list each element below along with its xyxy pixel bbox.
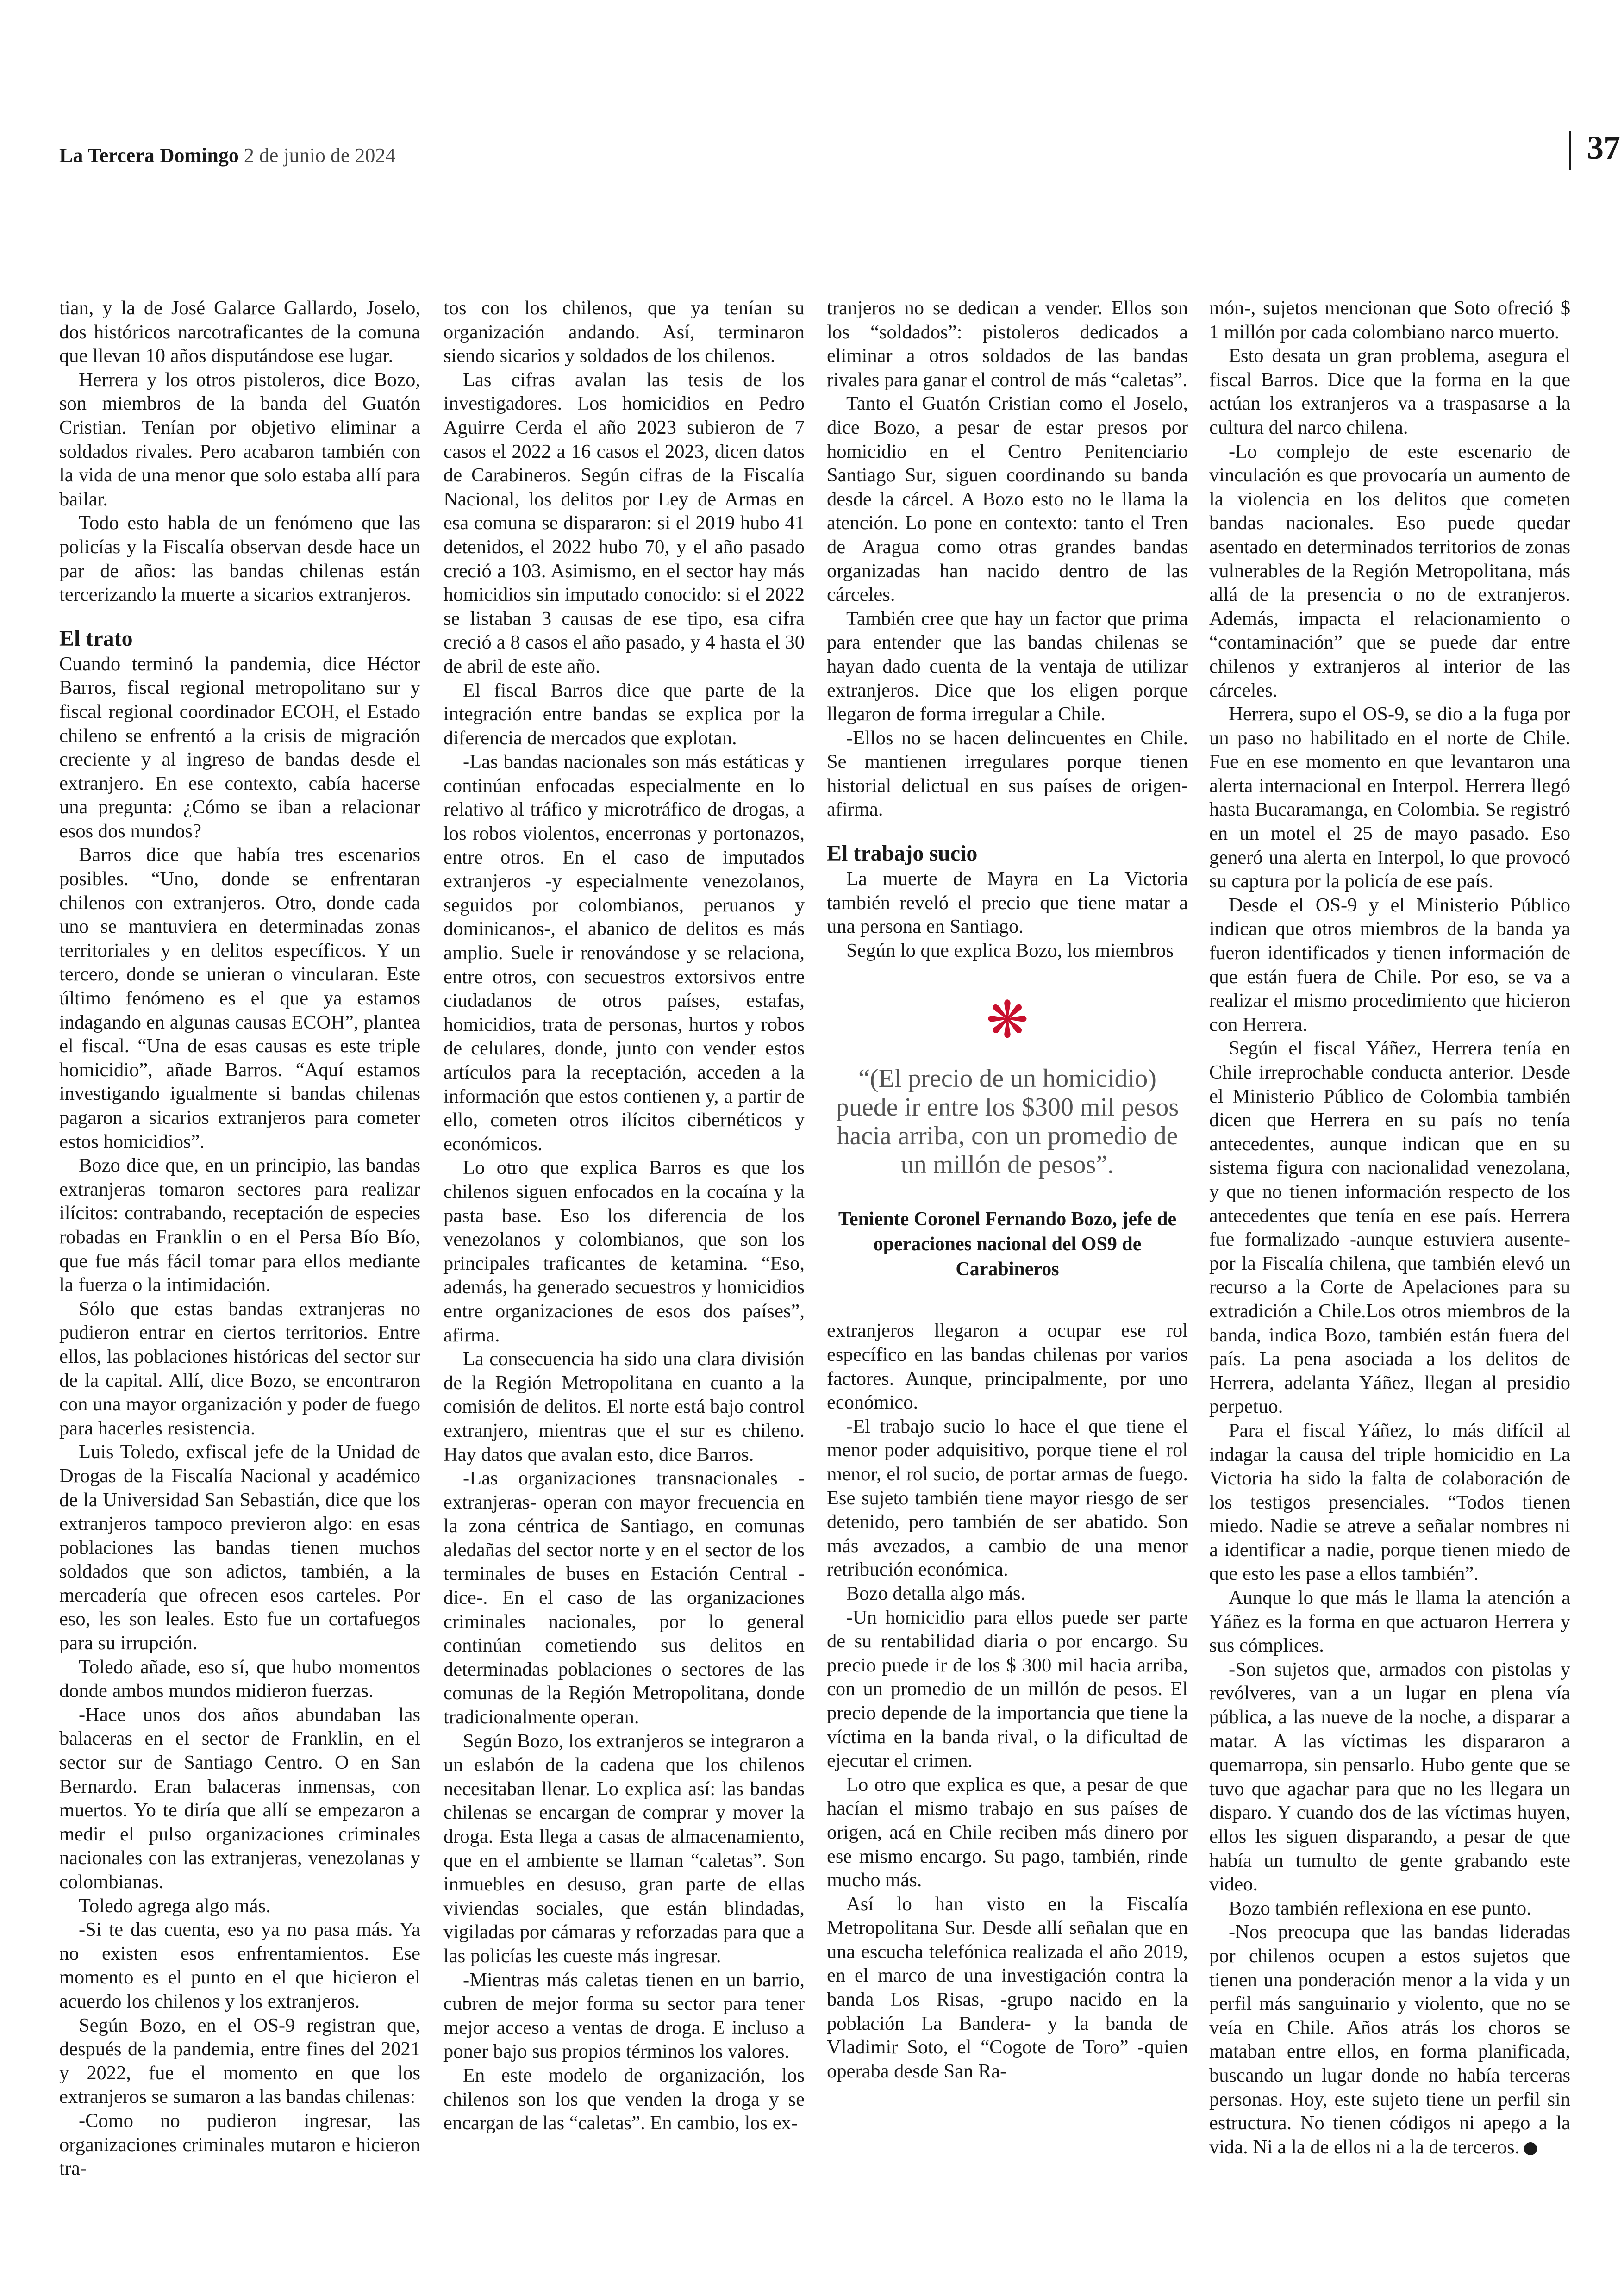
- paragraph-text: -Un homicidio para ellos puede ser parte de su rentabilidad diaria o por encargo. Su precio puede ir de los $ 300 mil hacia arriba, con un promedio de un millón de pesos. El precio depende de la importancia que tiene la víctima en la banda rival, o la dificultad de ejecutar el crimen.: [827, 1606, 1188, 1772]
- paragraph-text: La muerte de Mayra en La Victoria también reveló el precio que tiene matar a una persona en Santiago.: [827, 868, 1188, 938]
- paragraph-text: Cuando terminó la pandemia, dice Héctor Barros, fiscal regional metropolitano sur y fiscal regional coordinador ECOH, el Estado chileno se enfrentó a la crisis de migración creciente y al ingreso de bandas desde el extranjero. En ese contexto, cabía hacerse una pregunta: ¿Cómo se iban a relacionar esos dos mundos?: [59, 653, 420, 842]
- paragraph-text: Según Bozo, los extranjeros se integraron a un eslabón de la cadena que los chilenos necesitaban llenar. Lo explica así: las bandas chilenas se encargan de comprar y mover la droga. Esta llega a casas de almacenamiento, que en el ambiente se llaman “caletas”. Son inmuebles en desuso, gran parte de ellas viviendas sociales, que están blindadas, vigiladas por cámaras y reforzadas para que a las policías les cueste más ingresar.: [443, 1730, 805, 1967]
- article-paragraph: [1209, 893, 1570, 1037]
- paragraph-text: Herrera y los otros pistoleros, dice Bozo, son miembros de la banda del Guatón Cristian. Tenían por objetivo eliminar a soldados rivales. Pero acabaron también con la vida de una menor que solo estaba allí para bailar.: [59, 368, 420, 510]
- article-column-1: [59, 296, 420, 2181]
- article-column-4: [1209, 296, 1570, 2159]
- article-paragraph: [827, 607, 1188, 726]
- article-paragraph: [1209, 702, 1570, 893]
- article-paragraph: [443, 2064, 805, 2135]
- paragraph-text: Lo otro que explica es que, a pesar de que hacían el mismo trabajo en sus países de origen, acá en Chile reciben más dinero por ese mismo encargo. Su pago, también, rinde mucho más.: [827, 1773, 1188, 1891]
- article-paragraph: [443, 368, 805, 679]
- paragraph-text: tos con los chilenos, que ya tenían su organización andando. Así, terminaron siendo sicarios y soldados de los chilenos.: [443, 297, 805, 367]
- pull-quote-attribution: Teniente Coronel Fernando Bozo, jefe de operaciones nacional del OS9 de Carabineros: [838, 1209, 1177, 1280]
- paragraph-text: También cree que hay un factor que prima para entender que las bandas chilenas se hayan dado cuenta de la ventaja de utilizar extranjeros. Dice que los eligen porque llegaron de forma irregular a Chile.: [827, 607, 1188, 725]
- publication-name: La Tercera Domingo: [59, 144, 239, 167]
- section-heading: El trabajo sucio: [827, 841, 978, 866]
- article-paragraph: [827, 1773, 1188, 1892]
- article-paragraph: [59, 1894, 420, 1918]
- article-paragraph: [443, 1156, 805, 1347]
- article-paragraph: [59, 652, 420, 843]
- paragraph-text: Todo esto habla de un fenómeno que las policías y la Fiscalía observan desde hace un par de años: las bandas chilenas están tercerizando la muerte a sicarios extranjeros.: [59, 512, 420, 606]
- article-paragraph: [1209, 1896, 1570, 1921]
- paragraph-text: La consecuencia ha sido una clara división de la Región Metropolitana en cuanto a la comisión de delitos. El norte está bajo control extranjero, mientras que el sur es chileno. Hay datos que avalan esto, dice Barros.: [443, 1348, 805, 1466]
- paragraph-text: Toledo agrega algo más.: [79, 1895, 271, 1917]
- paragraph-text: Según Bozo, en el OS-9 registran que, después de la pandemia, entre fines del 2021 y 2022, fue el momento en que los extranjeros se sumaron a las bandas chilenas:: [59, 2014, 420, 2108]
- pull-quote-text: “(El precio de un homicidio) puede ir entre los $300 mil pesos hacia arriba, con un promedio de un millón de pesos”.: [836, 1064, 1179, 1179]
- article-paragraph: [827, 726, 1188, 822]
- paragraph-text: -Si te das cuenta, eso ya no pasa más. Ya no existen esos enfrentamientos. Ese momento es el punto en el que hicieron el acuerdo los chilenos y los extranjeros.: [59, 1919, 420, 2012]
- paragraph-text: Toledo añade, eso sí, que hubo momentos donde ambos mundos midieron fuerzas.: [59, 1656, 420, 1702]
- article-paragraph: [443, 1347, 805, 1466]
- article-paragraph: [827, 1415, 1188, 1582]
- paragraph-text: Barros dice que había tres escenarios posibles. “Uno, donde se enfrentaran chilenos con extranjeros. Otro, donde cada uno se mantuviera en determinadas zonas territoriales y en delitos específicos. Y un tercero, donde se unieran o vincularan. Este último fenómeno es el que ya estamos indagando en algunas causas ECOH”, plantea el fiscal. “Una de esas causas es este triple homicidio”, añade Barros. “Aquí estamos investigando igualmente si bandas chilenas pagaron a sicarios extranjeros para cometer estos homicidios”.: [59, 844, 420, 1153]
- article-paragraph: [1209, 296, 1570, 344]
- article-paragraph: [59, 368, 420, 511]
- article-paragraph: [59, 296, 420, 368]
- paragraph-text: Bozo también reflexiona en ese punto.: [1229, 1897, 1531, 1919]
- paragraph-text: Luis Toledo, exfiscal jefe de la Unidad de Drogas de la Fiscalía Nacional y académico de la Universidad San Sebastián, dice que los extranjeros tampoco previeron algo: en esas poblaciones las bandas tienen muchos soldados que son adictos, también, a la mercadería que ofrecen esos carteles. Por eso, les son leales. Esto fue un cortafuegos para su irrupción.: [59, 1441, 420, 1654]
- paragraph-text: -Ellos no se hacen delincuentes en Chile. Se mantienen irregulares porque tienen historial delictual en sus países de origen- afirma.: [827, 727, 1188, 821]
- article-paragraph: [1209, 344, 1570, 439]
- paragraph-text: -Mientras más caletas tienen en un barrio, cubren de mejor forma su sector para tener mejor acceso a ventas de droga. E incluso a poner bajo sus propios términos los valores.: [443, 1969, 805, 2063]
- paragraph-text: Aunque lo que más le llama la atención a Yáñez es la forma en que actuaron Herrera y sus cómplices.: [1209, 1587, 1570, 1657]
- section-heading: El trato: [59, 626, 133, 651]
- paragraph-text: Para el fiscal Yáñez, lo más difícil al indagar la causa del triple homicidio en La Victoria ha sido la falta de colaboración de los testigos presenciales. “Todos tienen miedo. Nadie se atreve a señalar nombres ni a identificar a nadie, porque tienen miedo de que esto les pase a ellos también”.: [1209, 1419, 1570, 1585]
- paragraph-text: Sólo que estas bandas extranjeras no pudieron entrar en ciertos territorios. Entre ellos, las poblaciones históricas del sector sur de la capital. Allí, dice Bozo, se encontraron con una mayor organización y poder de fuego para hacerles resistencia.: [59, 1297, 420, 1439]
- article-paragraph: [827, 1606, 1188, 1773]
- paragraph-text: -El trabajo sucio lo hace el que tiene el menor poder adquisitivo, porque tiene el rol menor, el rol sucio, de portar armas de fuego. Ese sujeto también tiene mayor riesgo de ser detenido, pero también de ser abatido. Son más avezados, a cambio de una menor retribución económica.: [827, 1415, 1188, 1581]
- paragraph-text: món-, sujetos mencionan que Soto ofreció $ 1 millón por cada colombiano narco muerto.: [1209, 297, 1570, 343]
- article-paragraph: [59, 1918, 420, 2013]
- article-paragraph: [443, 1466, 805, 1729]
- article-paragraph: [443, 679, 805, 750]
- paragraph-text: Tanto el Guatón Cristian como el Joselo, dice Bozo, a pesar de estar presos por homicidio en el Centro Penitenciario Santiago Sur, siguen coordinando su banda desde la cárcel. A Bozo esto no le llama la atención. Lo pone en contexto: tanto el Tren de Aragua como otras grandes bandas organizadas han nacido dentro de las cárceles.: [827, 393, 1188, 606]
- paragraph-text: extranjeros llegaron a ocupar ese rol específico en las bandas chilenas por varios factores. Aunque, principalmente, por uno económico.: [827, 1320, 1188, 1414]
- article-paragraph: [443, 750, 805, 1156]
- article-paragraph: [59, 1440, 420, 1655]
- paragraph-text: -Las bandas nacionales son más estáticas y continúan enfocadas especialmente en lo relativo al tráfico y microtráfico de drogas, a los robos violentos, encerronas y portonazos, entre otros. En el caso de imputados extranjeros -y especialmente venezolanos, seguidos por colombianos, peruanos y dominicanos-, el abanico de delitos es más amplio. Suele ir renovándose y se relaciona, entre otros, con secuestros extorsivos entre ciudadanos de otros países, estafas, homicidios, trata de personas, hurtos y robos de celulares, donde, junto con vender estos artículos para la receptación, acceden a la información que estos contienen y, a partir de ello, cometen otros ilícitos cibernéticos y económicos.: [443, 751, 805, 1155]
- article-paragraph: [1209, 1920, 1570, 2159]
- paragraph-text: Según lo que explica Bozo, los miembros: [846, 939, 1174, 961]
- article-paragraph: [1209, 1036, 1570, 1419]
- article-paragraph: [827, 1892, 1188, 2083]
- paragraph-text: -Como no pudieron ingresar, las organizaciones criminales mutaron e hicieron tra-: [59, 2109, 420, 2180]
- paragraph-text: Esto desata un gran problema, asegura el fiscal Barros. Dice que la forma en la que actúan los extranjeros va a traspasarse a la cultura del narco chilena.: [1209, 345, 1570, 438]
- publication-line: [59, 143, 395, 167]
- paragraph-text: tranjeros no se dedican a vender. Ellos son los “soldados”: pistoleros dedicados a eliminar a otros soldados de las bandas rivales para ganar el control de más “caletas”.: [827, 297, 1188, 391]
- paragraph-text: tian, y la de José Galarce Gallardo, Joselo, dos históricos narcotraficantes de la comuna que llevan 10 años disputándose ese lugar.: [59, 297, 420, 367]
- article-paragraph: [1209, 1586, 1570, 1658]
- paragraph-text: Así lo han visto en la Fiscalía Metropolitana Sur. Desde allí señalan que en una escucha telefónica realizada el año 2019, en el marco de una investigación contra la banda Los Risas, -grupo nacido en la población La Bandera- y la banda de Vladimir Soto, el “Cogote de Toro” -quien operaba desde San Ra-: [827, 1893, 1188, 2082]
- article-paragraph: [827, 296, 1188, 392]
- pull-quote: [827, 992, 1188, 1282]
- article-paragraph: [59, 2109, 420, 2181]
- article-paragraph: [827, 1582, 1188, 1606]
- article-column-3: [827, 296, 1188, 2083]
- article-paragraph: [827, 939, 1188, 963]
- paragraph-text: Bozo dice que, en un principio, las bandas extranjeras tomaron sectores para realizar ilícitos: contrabando, receptación de especies robadas en Franklin o en el Persa Bío Bío, que fue más fácil tomar para ellos mediante la fuerza o la intimidación.: [59, 1154, 420, 1296]
- article-paragraph: [59, 1297, 420, 1441]
- asterisk-ornament-icon: ❋: [986, 992, 1029, 1049]
- article-paragraph: [827, 1319, 1188, 1414]
- paragraph-text: -Hace unos dos años abundaban las balaceras en el sector de Franklin, en el sector sur de Santiago Centro. O en San Bernardo. Eran balaceras inmensas, con muertos. Yo te diría que allí se empezaron a medir el pulso organizaciones criminales nacionales con las extranjeras, venezolanas y colombianas.: [59, 1703, 420, 1893]
- paragraph-text: -Son sujetos que, armados con pistolas y revólveres, van a un lugar en plena vía pública, a las nueve de la noche, a disparar a matar. A las víctimas les dispararon a quemarropa, sin pensarlo. Hubo gente que se tuvo que agachar para que no les llegara un disparo. Y cuando dos de las víctimas huyen, ellos les siguen disparando, a pesar de que había un tumulto de gente grabando este video.: [1209, 1658, 1570, 1896]
- paragraph-text: Según el fiscal Yáñez, Herrera tenía en Chile irreprochable conducta anterior. Desde el Ministerio Público de Colombia también dicen que Herrera en su país no tenía antecedentes, aunque indican que en su sistema figura con nacionalidad venezolana, y que no tienen información respecto de los antecedentes que tenía en ese país. Herrera fue formalizado -aunque estuviera ausente- por la Fiscalía chilena, que también elevó un recurso a la Corte de Apelaciones para su extradición a Chile.Los otros miembros de la banda, indica Bozo, también están fuera del país. La pena asociada a los delitos de Herrera, adelanta Yáñez, llegan al presidio perpetuo.: [1209, 1037, 1570, 1418]
- article-paragraph: [59, 843, 420, 1154]
- page-number: 37: [1587, 129, 1620, 166]
- paragraph-text: -Nos preocupa que las bandas lideradas por chilenos ocupen a estos sujetos que tienen una ponderación menor a la vida y un perfil más sanguinario y violento, que no se veía en Chile. Años atrás los choros se mataban entre ellos, en forma planificada, buscando un lugar donde no había terceras personas. Hoy, este sujeto tiene un perfil sin estructura. No tienen códigos ni apego a la vida. Ni a la de ellos ni a la de terceros.: [1209, 1921, 1570, 2158]
- end-of-article-icon: [1524, 2142, 1537, 2155]
- article-paragraph: [59, 1154, 420, 1297]
- article-paragraph: [59, 511, 420, 606]
- article-paragraph: [1209, 1658, 1570, 1896]
- paragraph-text: Las cifras avalan las tesis de los investigadores. Los homicidios en Pedro Aguirre Cerda el año 2023 subieron de 7 casos el 2022 a 16 casos el 2023, dicen datos de Carabineros. Según cifras de la Fiscalía Nacional, los delitos por Ley de Armas en esa comuna se dispararon: si el 2019 hubo 41 detenidos, el 2022 hubo 70, y el año pasado creció a 103. Asimismo, en el sector hay más homicidios sin imputado conocido: si el 2022 se listaban 3 causas de ese tipo, esa cifra creció a 8 casos el año pasado, y 4 hasta el 30 de abril de este año.: [443, 368, 805, 677]
- paragraph-text: Desde el OS-9 y el Ministerio Público indican que otros miembros de la banda ya fueron identificados y tienen información de que están fuera de Chile. Por eso, se va a realizar el mismo procedimiento que hicieron con Herrera.: [1209, 894, 1570, 1035]
- page-header: [59, 129, 1620, 185]
- article-column-2: [443, 296, 805, 2135]
- article-paragraph: [1209, 1419, 1570, 1586]
- paragraph-text: En este modelo de organización, los chilenos son los que venden la droga y se encargan de las “caletas”. En cambio, los ex-: [443, 2064, 805, 2134]
- article-paragraph: [59, 1655, 420, 1703]
- article-paragraph: [1209, 440, 1570, 703]
- article-paragraph: [443, 1968, 805, 2064]
- paragraph-text: -Las organizaciones transnacionales -extranjeras- operan con mayor frecuencia en la zona céntrica de Santiago, en comunas aledañas del sector norte y en el sector de los terminales de buses en Estación Central -dice-. En el caso de las organizaciones criminales nacionales, por lo general continúan cometiendo sus delitos en determinadas poblaciones o sectores de las comunas de la Región Metropolitana, donde tradicionalmente operan.: [443, 1467, 805, 1728]
- header-divider: [1569, 131, 1571, 170]
- article-paragraph: [59, 1703, 420, 1894]
- paragraph-text: Herrera, supo el OS-9, se dio a la fuga por un paso no habilitado en el norte de Chile. Fue en ese momento en que levantaron una alerta internacional en Interpol. Herrera llegó hasta Bucaramanga, en Colombia. Se registró en un motel el 25 de mayo pasado. Eso generó una alerta en Interpol, lo que provocó su captura por la policía de ese país.: [1209, 703, 1570, 892]
- publication-date: 2 de junio de 2024: [244, 144, 396, 167]
- paragraph-text: Lo otro que explica Barros es que los chilenos siguen enfocados en la cocaína y la pasta base. Eso los diferencia de los venezolanos y colombianos, que son los principales traficantes de ketamina. “Eso, además, ha generado secuestros y homicidios entre organizaciones de esos dos países”, afirma.: [443, 1157, 805, 1346]
- paragraph-text: Bozo detalla algo más.: [846, 1582, 1026, 1604]
- article-paragraph: [827, 867, 1188, 939]
- paragraph-text: -Lo complejo de este escenario de vinculación es que provocaría un aumento de la violencia en los delitos que cometen bandas nacionales. Eso puede quedar asentado en determinados territorios de zonas vulnerables de la Región Metropolitana, más allá de la presencia o no de extranjeros. Además, impacta el relacionamiento o “contaminación” que se puede dar entre chilenos y extranjeros al interior de las cárceles.: [1209, 440, 1570, 701]
- article-paragraph: [59, 2014, 420, 2109]
- article-paragraph: [443, 296, 805, 368]
- article-paragraph: [827, 392, 1188, 606]
- paragraph-text: El fiscal Barros dice que parte de la integración entre bandas se explica por la diferencia de mercados que explotan.: [443, 679, 805, 749]
- article-paragraph: [443, 1729, 805, 1968]
